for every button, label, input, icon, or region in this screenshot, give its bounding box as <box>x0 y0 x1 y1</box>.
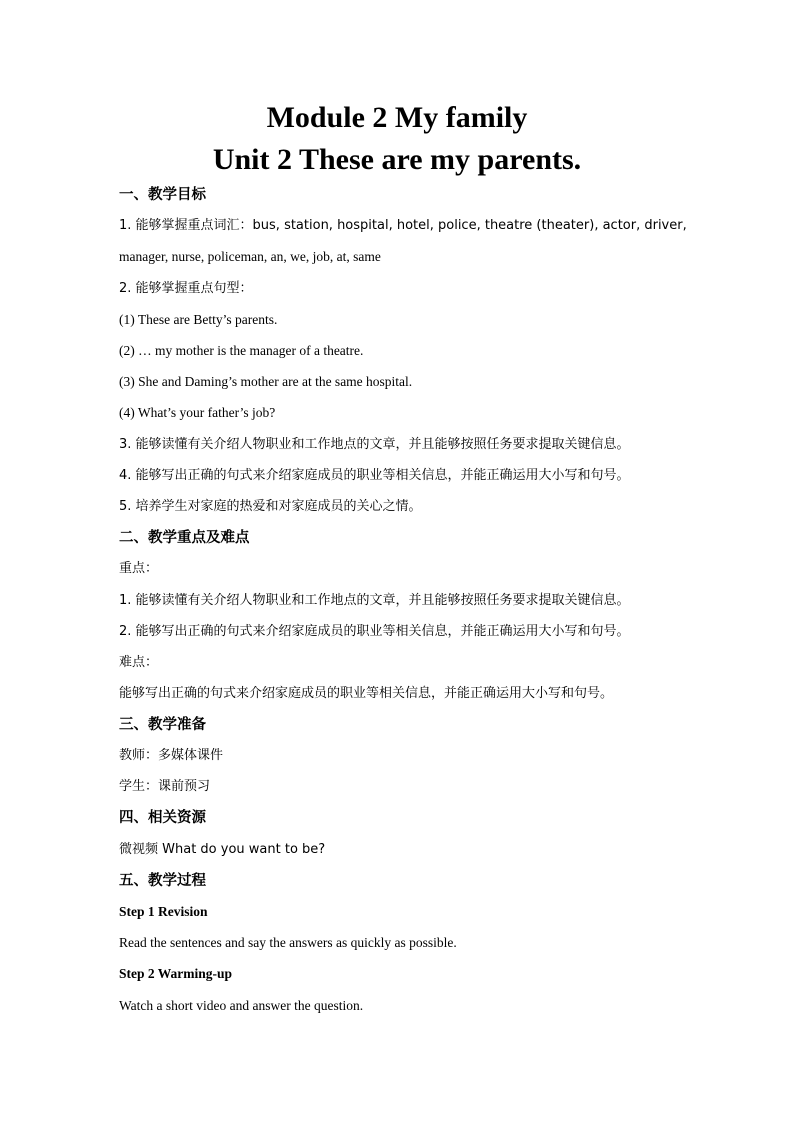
section-heading-process: 五、教学过程 <box>119 873 206 889</box>
goal-item-1-continued: manager, nurse, policeman, an, we, job, at, same <box>119 249 381 264</box>
goal-item-5: 5. 培养学生对家庭的热爱和对家庭成员的关心之情。 <box>119 499 422 514</box>
goal-item-1: 1. 能够掌握重点词汇：bus, station, hospital, hotel, police, theatre (theater), actor, driver, <box>119 218 687 233</box>
goal-item-2: 2. 能够掌握重点句型： <box>119 281 253 296</box>
section-heading-goals: 一、教学目标 <box>119 187 206 203</box>
unit-title: Unit 2 These are my parents. <box>212 143 582 176</box>
step-1-title: Step 1 Revision <box>119 904 208 919</box>
step-1-text: Read the sentences and say the answers as quickly as possible. <box>119 935 457 950</box>
focus-item-1: 1. 能够读懂有关介绍人物职业和工作地点的文章，并且能够按照任务要求提取关键信息。 <box>119 593 630 608</box>
sentence-pattern-3: (3) She and Daming’s mother are at the same hospital. <box>119 374 413 389</box>
sentence-pattern-2: (2) … my mother is the manager of a theatre. <box>119 343 364 358</box>
section-heading-resources: 四、相关资源 <box>119 810 206 826</box>
step-2-text: Watch a short video and answer the question. <box>119 998 364 1013</box>
goal-item-3: 3. 能够读懂有关介绍人物职业和工作地点的文章，并且能够按照任务要求提取关键信息。 <box>119 437 630 452</box>
sentence-pattern-4: (4) What’s your father’s job? <box>119 405 276 420</box>
section-heading-keypoints: 二、教学重点及难点 <box>119 530 250 546</box>
goal-item-4: 4. 能够写出正确的句式来介绍家庭成员的职业等相关信息，并能正确运用大小写和句号。 <box>119 468 630 483</box>
difficulty-item-1: 能够写出正确的句式来介绍家庭成员的职业等相关信息，并能正确运用大小写和句号。 <box>119 686 614 701</box>
section-heading-prep: 三、教学准备 <box>119 717 206 733</box>
prep-teacher: 教师：多媒体课件 <box>119 748 224 763</box>
focus-label: 重点： <box>119 561 159 576</box>
resource-item: 微视频 What do you want to be? <box>119 842 326 857</box>
sentence-pattern-1: (1) These are Betty’s parents. <box>119 312 278 327</box>
step-2-title: Step 2 Warming-up <box>119 966 233 981</box>
focus-item-2: 2. 能够写出正确的句式来介绍家庭成员的职业等相关信息，并能正确运用大小写和句号。 <box>119 624 630 639</box>
prep-student: 学生：课前预习 <box>119 779 211 794</box>
difficulty-label: 难点： <box>119 655 159 670</box>
module-title: Module 2 My family <box>266 101 528 134</box>
